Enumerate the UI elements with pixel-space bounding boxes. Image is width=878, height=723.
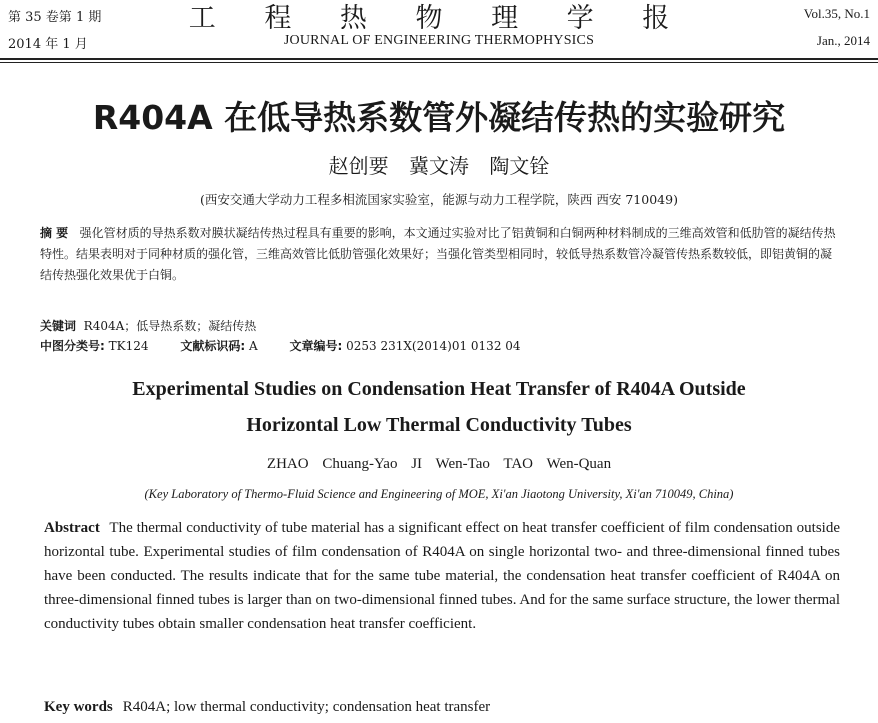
affiliation-en: (Key Laboratory of Thermo-Fluid Science and Engineering of MOE, Xi'an Jiaotong University, Xi'an 710049, China) xyxy=(144,487,734,501)
authors-cn: 赵创要 冀文涛 陶文铨 xyxy=(328,154,550,178)
keywords-text-cn: R404A；低导热系数；凝结传热 xyxy=(83,319,257,333)
doc-code-label: 文献标识码: xyxy=(180,339,246,353)
article-number-value: 0253 231X(2014)01 0132 04 xyxy=(346,339,521,353)
abstract-label-cn: 摘 要 xyxy=(40,226,69,240)
journal-title-cn: 工 程 热 物 理 学 报 xyxy=(188,3,690,34)
abstract-text-en: The thermal conductivity of tube material has a significant effect on heat transfer coefficient of film condensation outside horizontal tube. Experimental studies of film condensation of R404A on single horizontal two- and three-dimensional finned tubes have been conducted. The results indicate that for the same tube material, the condensation heat transfer coefficient of R404A on three-dimensional finned tubes is larger than on two-dimensional finned tubes. And for the same surface structure, the lower thermal conductivity tubes obtain smaller condensation heat transfer coefficient. xyxy=(44,520,840,632)
article-number-label: 文章编号: xyxy=(289,339,343,353)
journal-title-en: JOURNAL OF ENGINEERING THERMOPHYSICS xyxy=(283,33,595,48)
keywords-text-en: R404A; low thermal conductivity; condensation heat transfer xyxy=(122,699,491,715)
date-en: Jan., 2014 xyxy=(816,33,870,48)
keywords-label-cn: 关键词 xyxy=(40,319,77,333)
volume-issue-cn: 第 35 卷第 1 期 xyxy=(8,10,102,25)
article-title-en-line1: Experimental Studies on Condensation Heat Transfer of R404A Outside xyxy=(132,378,746,400)
abstract-cn xyxy=(40,223,840,286)
header-rule-thick xyxy=(0,58,878,60)
article-title-en-line2: Horizontal Low Thermal Conductivity Tubes xyxy=(246,414,632,436)
abstract-text-cn: 强化管材质的导热系数对膜状凝结传热过程具有重要的影响，本文通过实验对比了铝黄铜和白铜两种材料制成的三维高效管和低肋管的凝结传热特性。结果表明对于同种材质的强化管，三维高效管比低肋管强化效果好；当强化管类型相同时，较低导热系数管冷凝管传热系数较低，即铝黄铜的凝结传热强化效果优于白铜。 xyxy=(40,226,836,282)
classification-label: 中图分类号: xyxy=(40,339,105,353)
classification-line xyxy=(40,337,521,354)
volume-issue-en: Vol.35, No.1 xyxy=(803,6,870,21)
keywords-cn xyxy=(40,317,256,334)
classification-value: TK124 xyxy=(108,339,149,353)
doc-code-value: A xyxy=(248,339,258,353)
article-title-cn: R404A 在低导热系数管外凝结传热的实验研究 xyxy=(92,98,786,137)
abstract-en xyxy=(44,516,840,636)
affiliation-cn: (西安交通大学动力工程多相流国家实验室，能源与动力工程学院，陕西 西安 710049) xyxy=(200,192,678,207)
date-cn: 2014 年 1 月 xyxy=(8,37,88,52)
abstract-label-en: Abstract xyxy=(44,520,100,536)
authors-en: ZHAO Chuang-Yao JI Wen-Tao TAO Wen-Quan xyxy=(266,456,612,472)
keywords-label-en: Key words xyxy=(44,699,113,715)
header-rule-thin xyxy=(0,62,878,63)
keywords-en xyxy=(44,699,490,716)
